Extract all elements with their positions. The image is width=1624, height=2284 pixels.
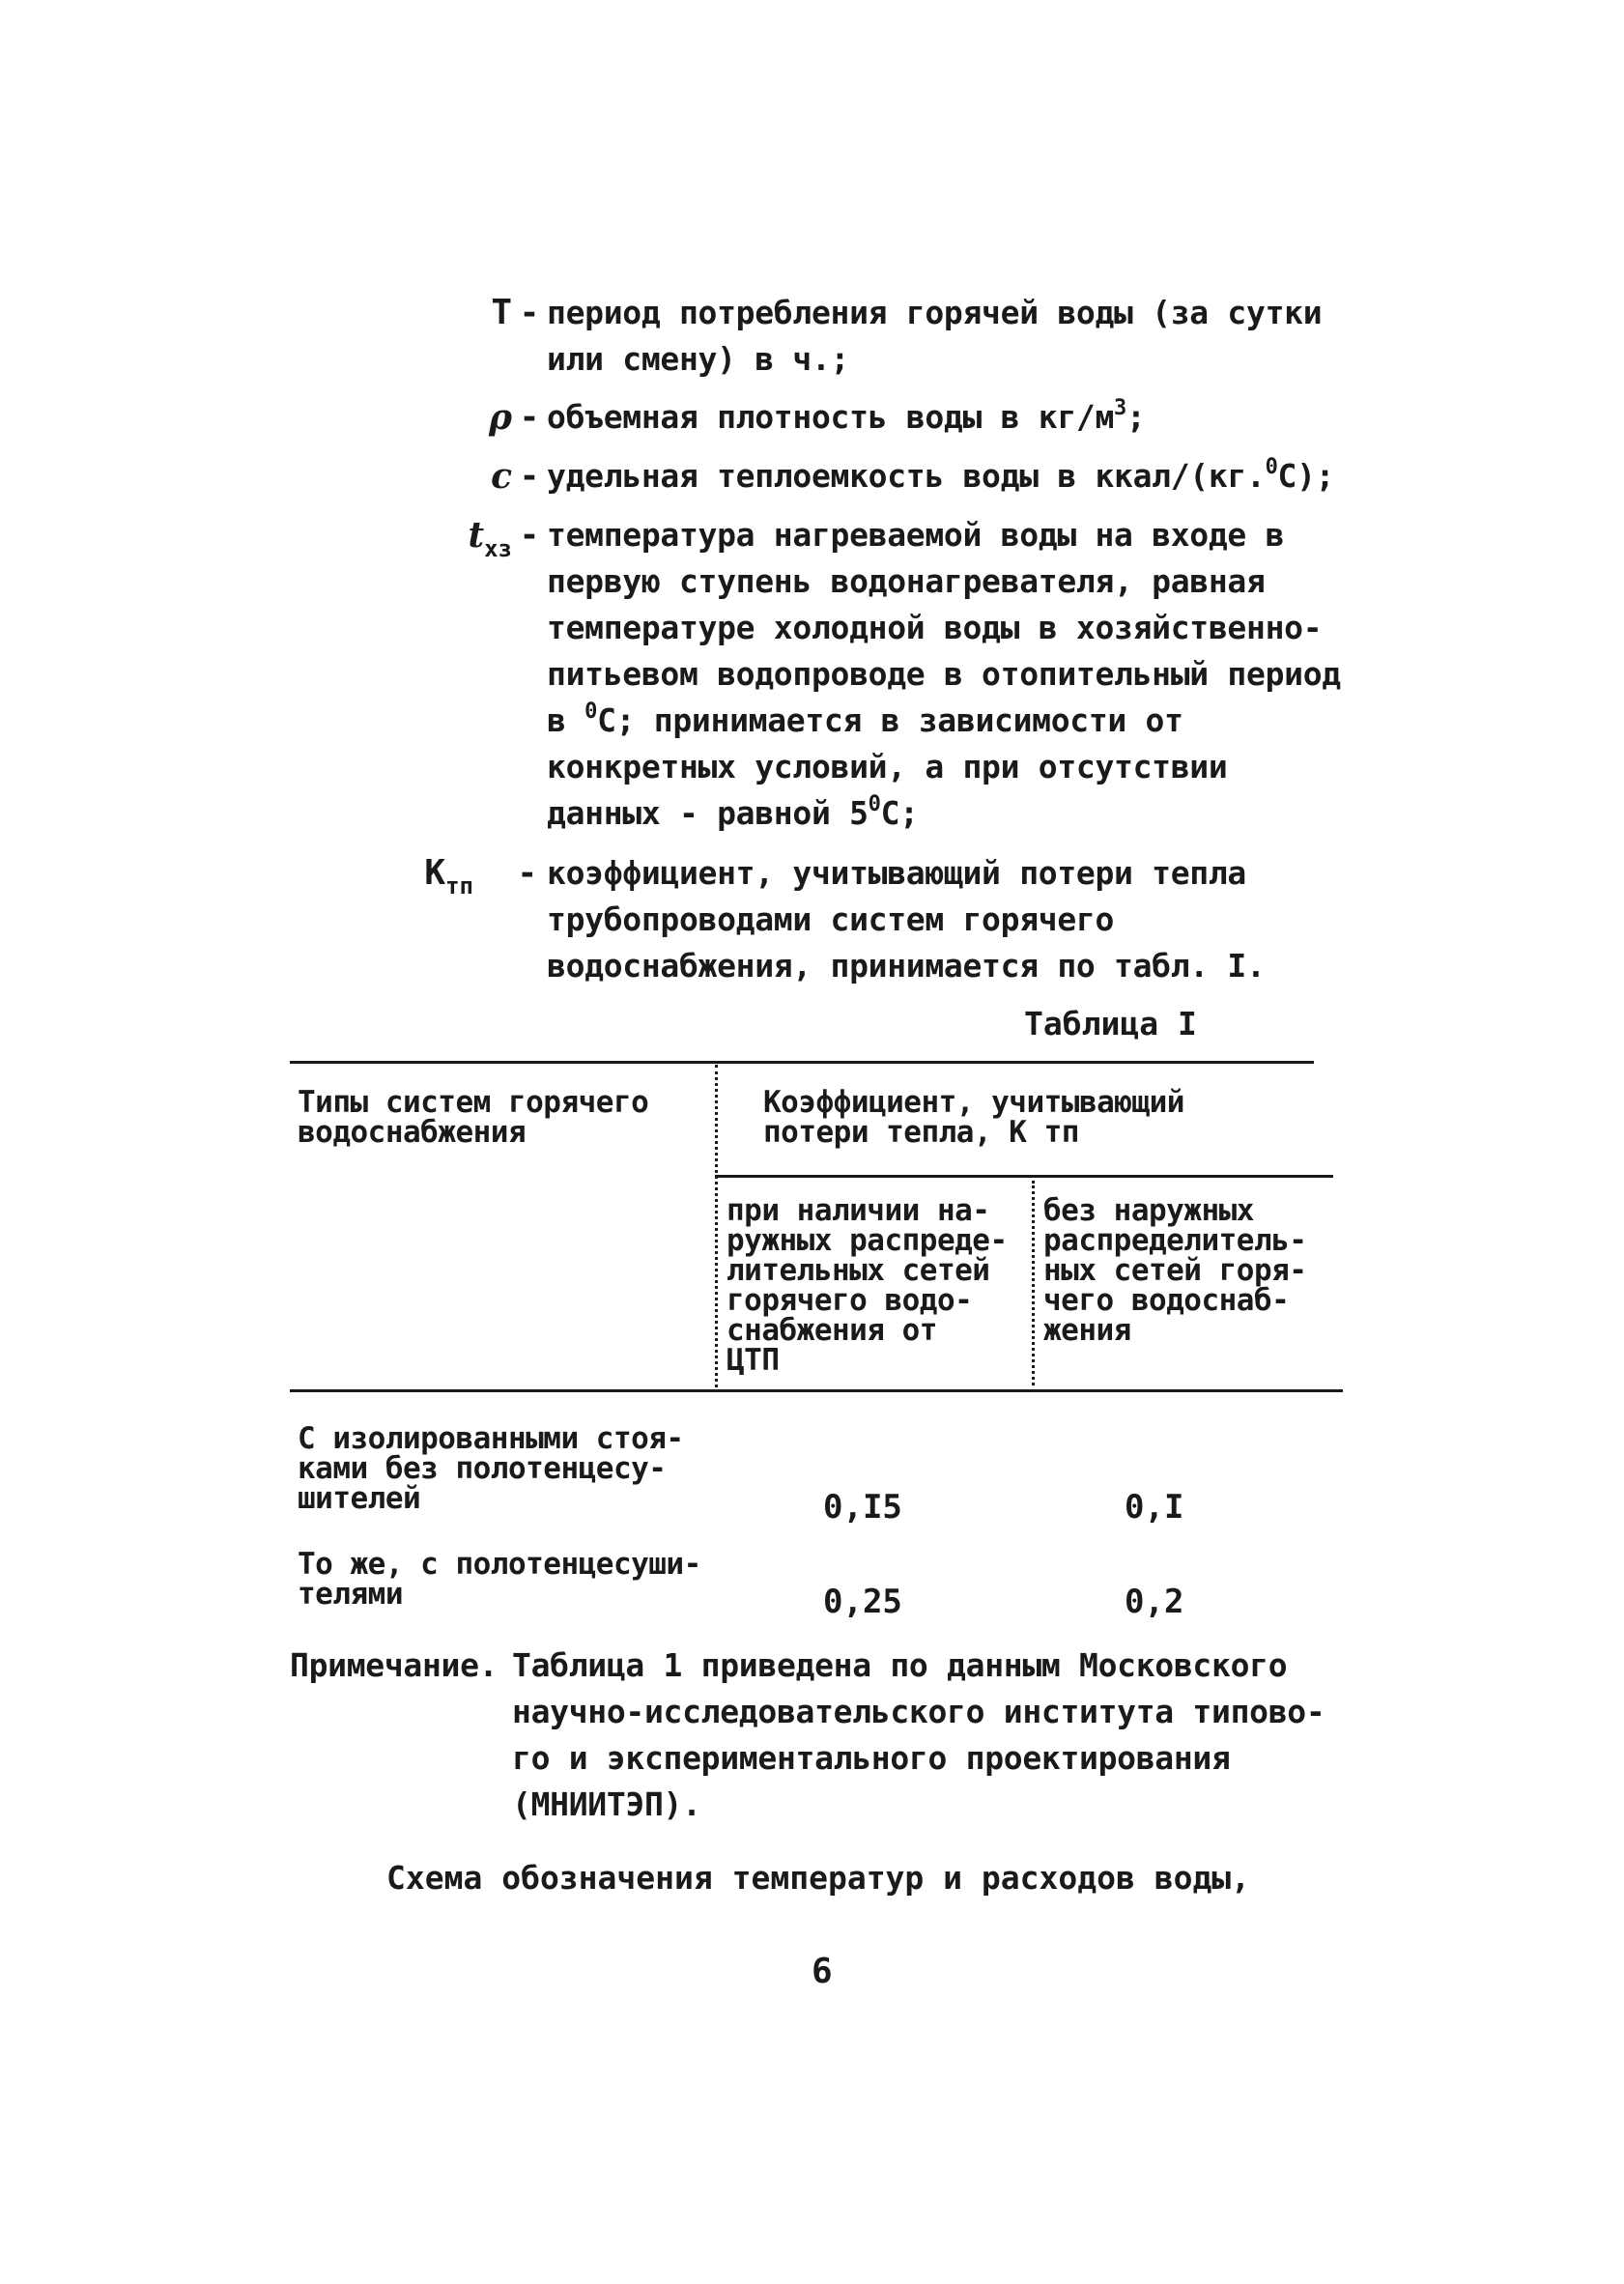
definition-item xyxy=(290,512,1353,837)
scheme-caption: Схема обозначения температур и расходов воды, xyxy=(386,1859,1251,1897)
table-cell-value: 0,I xyxy=(1125,1488,1184,1527)
dash: - xyxy=(517,854,537,893)
table-cell-value: 0,I5 xyxy=(823,1488,902,1527)
table-cell-value: 0,2 xyxy=(1125,1583,1184,1621)
definition-item xyxy=(290,850,1353,989)
definition-text: коэффициент, учитывающий потери тепла трубопроводами систем горячего водоснабжения, принимается по табл. I. xyxy=(547,854,1266,985)
subheader-with-networks: при наличии на- ружных распреде- лительных сетей горячего водо- снабжения от ЦТП xyxy=(727,1193,1008,1378)
symbol-rho: ρ xyxy=(489,397,512,438)
definitions-list xyxy=(290,290,1353,1001)
definition-text: температура нагреваемой воды на входе в первую ступень водонагревателя, равная температуре холодной воды в хозяйственно-питьевом водопроводе в отопительный период в $^0$С; принимается в зависимости от конкретных условий, а при отсутствии данных - равной $5^0С$; xyxy=(547,516,1341,832)
note-line: го и экспериментального проектирования xyxy=(512,1739,1231,1777)
definition-text: период потребления горячей воды (за сутки или смену) в ч.; xyxy=(547,294,1323,378)
note-label: Примечание. xyxy=(290,1646,499,1684)
header-coefficient-group: Коэффициент, учитывающий потери тепла, К тп xyxy=(763,1085,1184,1150)
dash: - xyxy=(519,294,540,332)
header-system-types: Типы систем горячего водоснабжения xyxy=(298,1085,649,1150)
symbol-txz: $t_{хз}$ xyxy=(468,515,512,562)
table-top-rule xyxy=(290,1061,1314,1064)
dash: - xyxy=(519,516,540,555)
table-note xyxy=(290,1642,1333,1828)
table-group-rule xyxy=(715,1175,1333,1178)
table-caption: Таблица I xyxy=(1024,1005,1197,1042)
definition-item xyxy=(290,394,1353,442)
definition-item xyxy=(290,453,1353,500)
definition-text: удельная теплоемкость воды в ккал/(кг.$^0$С); xyxy=(547,455,1335,495)
subheader-without-networks: без наружных распределитель- ных сетей горя- чего водоснаб- жения xyxy=(1043,1193,1307,1348)
page-number: 6 xyxy=(812,1952,833,1991)
definition-item xyxy=(290,290,1353,383)
dash: - xyxy=(519,398,540,437)
note-line: Таблица 1 приведена по данным Московского xyxy=(512,1646,1288,1684)
table-cell-value: 0,25 xyxy=(823,1583,902,1621)
table-divider-1 xyxy=(715,1065,718,1387)
note-line: (МНИИТЭП). xyxy=(512,1785,701,1823)
symbol-c: c xyxy=(491,456,512,497)
definition-text: объемная плотность воды в $кг/м^3$; xyxy=(547,396,1146,436)
table-row-type: То же, с полотенцесуши- телями xyxy=(298,1547,701,1612)
note-line: научно-исследовательского института типово- xyxy=(512,1693,1325,1730)
symbol-ktp: $К_{тп}$ xyxy=(424,853,473,899)
table-row-type: С изолированными стоя- ками без полотенцесу- шителей xyxy=(298,1421,684,1516)
dash: - xyxy=(519,457,540,496)
symbol-t: T xyxy=(491,293,512,332)
table-header-bottom-rule xyxy=(290,1389,1343,1392)
